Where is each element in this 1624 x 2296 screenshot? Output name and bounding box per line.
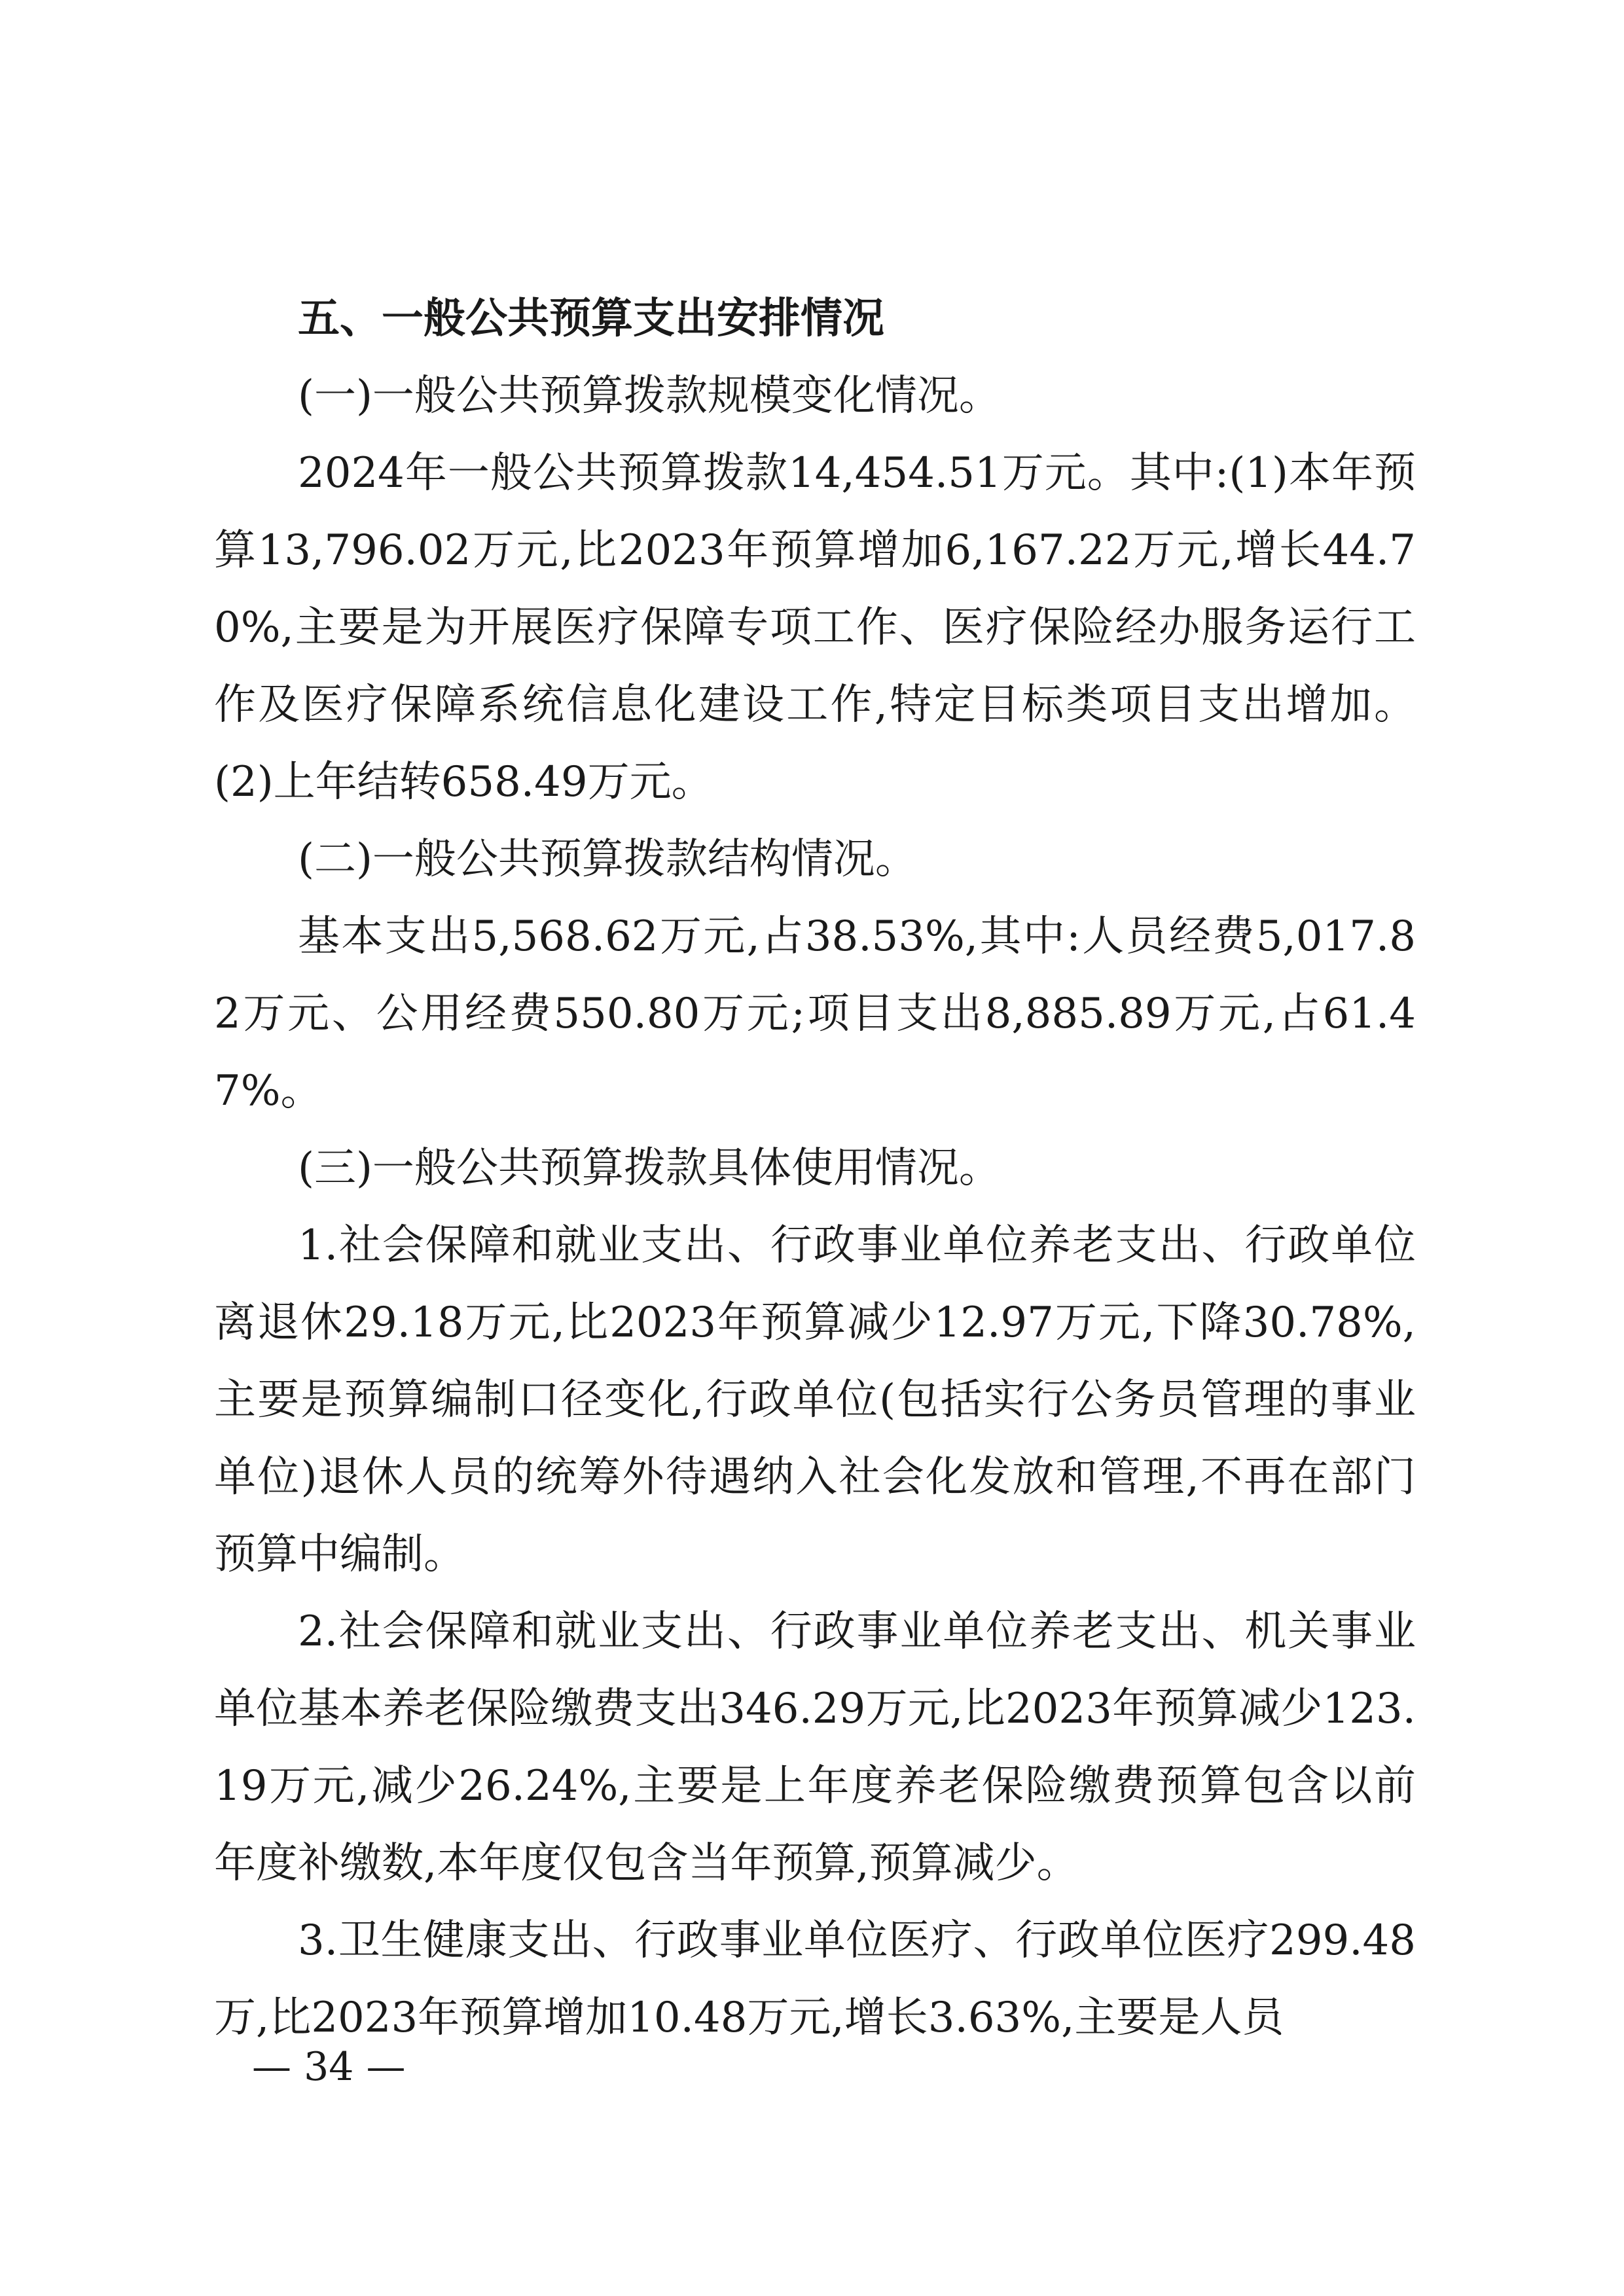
section-heading: 五、一般公共预算支出安排情况 bbox=[298, 295, 884, 343]
paragraph-budget-scale: 2024年一般公共预算拨款14,454.51万元。其中:(1)本年预算13,796.02万元,比2023年预算增加6,167.22万元,增长44.70%,主要是为开展医疗保障专项工作、医疗保险经办服务运行工作及医疗保障系统信息化建设工作,特定目标类项目支出增加。(2)上年结转658.49万元。 bbox=[214, 449, 1416, 806]
document-body bbox=[214, 280, 1416, 2056]
subsection-title-2: (二)一般公共预算拨款结构情况。 bbox=[298, 835, 917, 884]
page-number: — 34 — bbox=[252, 2044, 406, 2090]
paragraph-item-1: 1.社会保障和就业支出、行政事业单位养老支出、行政单位离退休29.18万元,比2023年预算减少12.97万元,下降30.78%,主要是预算编制口径变化,行政单位(包括实行公务员管理的事业单位)退休人员的统筹外待遇纳入社会化发放和管理,不再在部门预算中编制。 bbox=[214, 1221, 1416, 1579]
paragraph-budget-structure: 基本支出5,568.62万元,占38.53%,其中:人员经费5,017.82万元、公用经费550.80万元;项目支出8,885.89万元,占61.47%。 bbox=[214, 912, 1416, 1115]
subsection-title-3: (三)一般公共预算拨款具体使用情况。 bbox=[298, 1144, 1001, 1193]
subsection-title-1: (一)一般公共预算拨款规模变化情况。 bbox=[298, 372, 1001, 420]
paragraph-item-2: 2.社会保障和就业支出、行政事业单位养老支出、机关事业单位基本养老保险缴费支出346.29万元,比2023年预算减少123.19万元,减少26.24%,主要是上年度养老保险缴费预算包含以前年度补缴数,本年度仅包含当年预算,预算减少。 bbox=[214, 1607, 1416, 1888]
paragraph-item-3: 3.卫生健康支出、行政事业单位医疗、行政单位医疗299.48万,比2023年预算增加10.48万元,增长3.63%,主要是人员 bbox=[214, 1916, 1416, 2042]
